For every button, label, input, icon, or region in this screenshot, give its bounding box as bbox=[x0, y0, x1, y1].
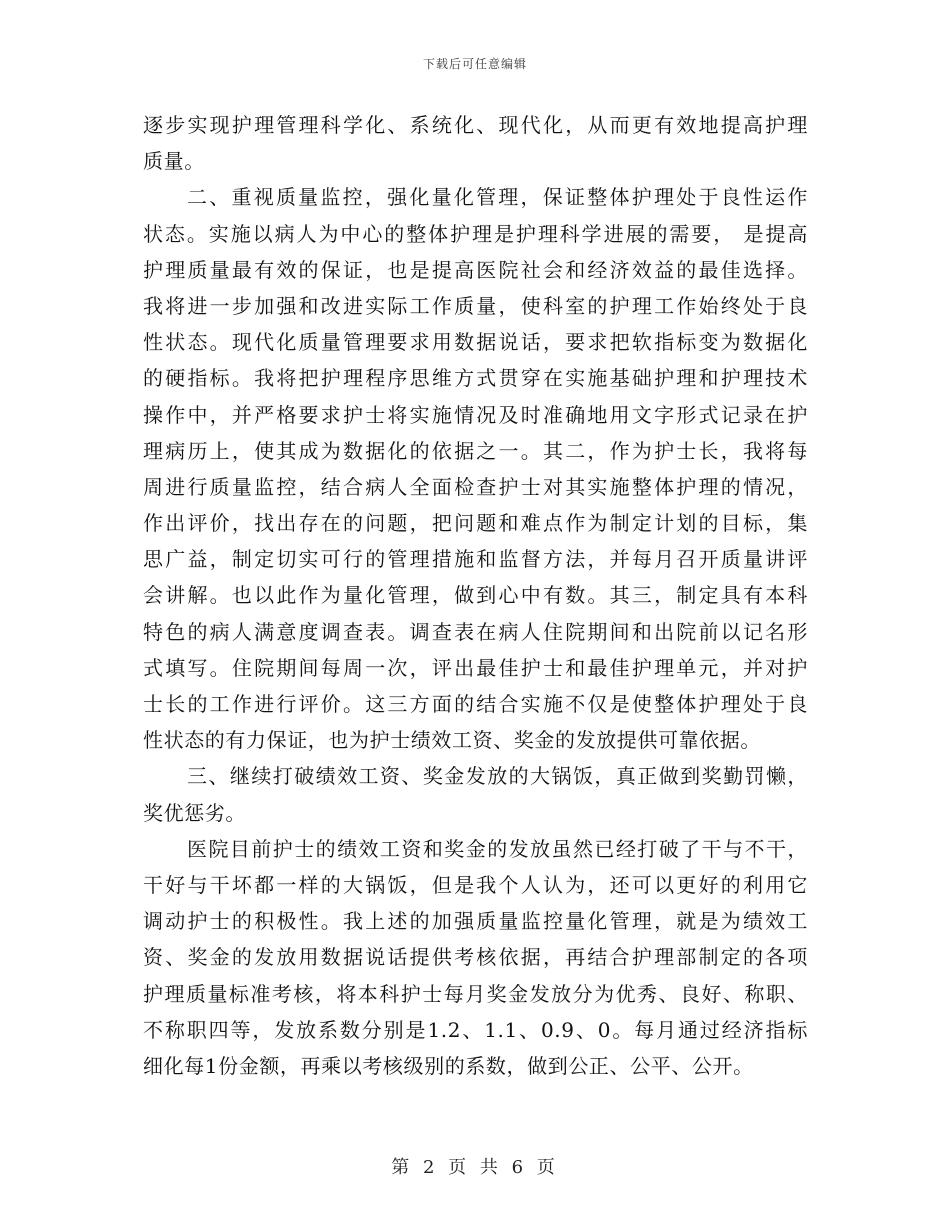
body-line: 细化每1份金额，再乘以考核级别的系数，做到公正、公平、公开。 bbox=[143, 1053, 754, 1078]
body-line: 的硬指标。我将把护理程序思维方式贯穿在实施基础护理和护理技术 bbox=[143, 366, 808, 391]
body-line: 调动护士的积极性。我上述的加强质量监控量化管理，就是为绩效工 bbox=[143, 909, 808, 934]
body-line: 不称职四等，发放系数分别是1.2、1.1、0.9、0。每月通过经济指标 bbox=[143, 1017, 808, 1042]
body-line: 理病历上，使其成为数据化的依据之一。其二，作为护士长，我将每 bbox=[143, 438, 808, 463]
section-heading-line: 二、重视质量监控，强化量化管理，保证整体护理处于良性运作 bbox=[187, 185, 808, 210]
body-line: 特色的病人满意度调查表。调查表在病人住院期间和出院前以记名形 bbox=[143, 619, 808, 644]
body-line: 思广益，制定切实可行的管理措施和监督方法，并每月召开质量讲评 bbox=[143, 547, 808, 572]
body-line: 护理质量最有效的保证，也是提高医院社会和经济效益的最佳选择。 bbox=[143, 257, 808, 282]
body-line: 周进行质量监控，结合病人全面检查护士对其实施整体护理的情况， bbox=[143, 474, 808, 499]
body-line: 士长的工作进行评价。这三方面的结合实施不仅是使整体护理处于良 bbox=[143, 692, 808, 716]
body-line: 操作中，并严格要求护士将实施情况及时准确地用文字形式记录在护 bbox=[143, 402, 808, 427]
body-line: 会讲解。也以此作为量化管理，做到心中有数。其三，制定具有本科 bbox=[143, 583, 808, 608]
section-heading-line: 三、继续打破绩效工资、奖金发放的大锅饭，真正做到奖勤罚懒， bbox=[187, 764, 808, 789]
body-line: 奖优惩劣。 bbox=[143, 800, 246, 825]
body-line: 干好与干坏都一样的大锅饭，但是我个人认为，还可以更好的利用它 bbox=[143, 872, 808, 897]
body-line: 性状态的有力保证，也为护士绩效工资、奖金的发放提供可靠依据。 bbox=[143, 728, 761, 753]
body-line: 我将进一步加强和改进实际工作质量，使科室的护理工作始终处于良 bbox=[143, 293, 808, 318]
body-line: 性状态。现代化质量管理要求用数据说话，要求把软指标变为数据化 bbox=[143, 330, 808, 355]
page-header: 下载后可任意编辑 bbox=[422, 57, 527, 71]
body-line: 式填写。住院期间每周一次，评出最佳护士和最佳护理单元，并对护 bbox=[143, 655, 808, 680]
paragraph-start-line: 医院目前护士的绩效工资和奖金的发放虽然已经打破了干与不干， bbox=[187, 836, 808, 861]
body-line: 作出评价，找出存在的问题，把问题和难点作为制定计划的目标，集 bbox=[143, 511, 808, 536]
body-line: 状态。实施以病人为中心的整体护理是护理科学进展的需要， 是提高 bbox=[143, 221, 808, 246]
body-line: 护理质量标准考核，将本科护士每月奖金发放分为优秀、良好、称职、 bbox=[143, 981, 808, 1006]
body-line: 逐步实现护理管理科学化、系统化、现代化，从而更有效地提高护理 bbox=[143, 113, 808, 137]
body-line: 质量。 bbox=[143, 149, 205, 174]
page-number: 第 2 页 共 6 页 bbox=[391, 1157, 559, 1178]
body-line: 资、奖金的发放用数据说话提供考核依据，再结合护理部制定的各项 bbox=[143, 945, 808, 970]
document-body bbox=[143, 107, 808, 1084]
